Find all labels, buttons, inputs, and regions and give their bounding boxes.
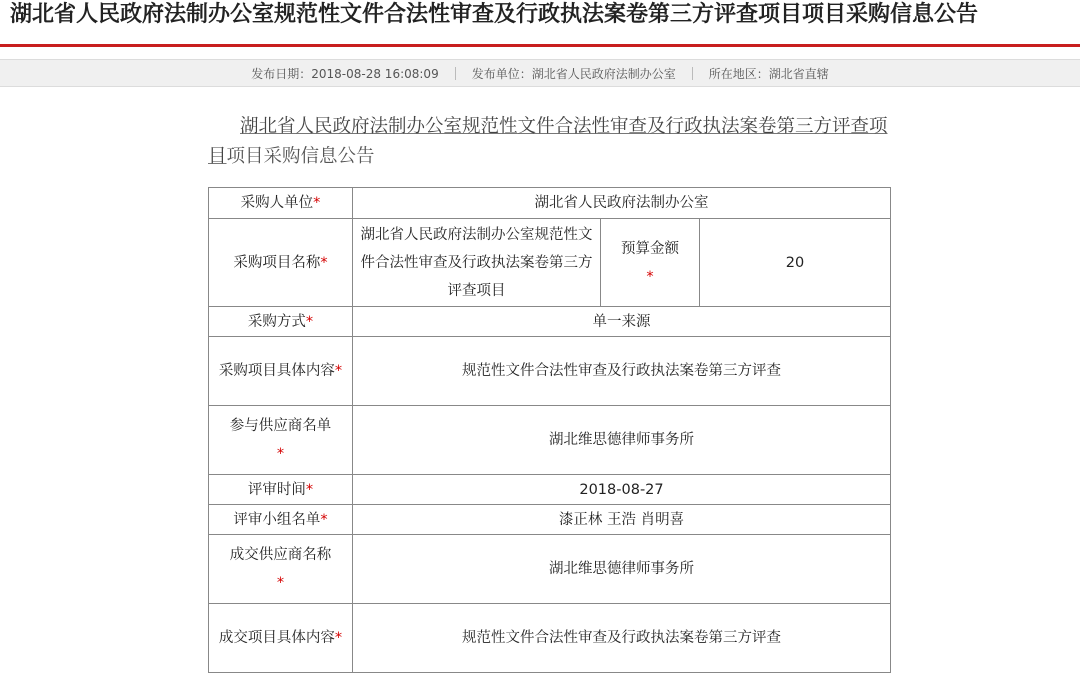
project-name-label: 采购项目名称: [233, 254, 321, 271]
required-mark: *: [320, 511, 328, 528]
meta-separator: [455, 67, 456, 80]
required-mark: *: [646, 268, 654, 285]
required-mark: *: [276, 446, 285, 462]
table-row: [209, 475, 891, 505]
budget-value: 20: [700, 219, 891, 307]
procurement-info-table: [208, 187, 891, 673]
review-time-label: 评审时间: [247, 481, 306, 498]
purchaser-label-cell: [209, 188, 353, 219]
suppliers-label-cell: [209, 406, 353, 475]
required-mark: *: [320, 254, 328, 271]
deal-content-label: 成交项目具体内容: [218, 630, 335, 646]
table-row: [209, 337, 891, 406]
purchaser-value: 湖北省人民政府法制办公室: [353, 188, 891, 219]
winner-value: 湖北维思德律师事务所: [353, 535, 891, 604]
budget-label: 预算金额: [621, 240, 679, 257]
notice-title: [208, 112, 898, 172]
panel-value: 漆正林 王浩 肖明喜: [353, 505, 891, 535]
table-row: [209, 535, 891, 604]
required-mark: *: [313, 195, 321, 211]
notice-title-rest: 项目采购信息公告: [226, 146, 375, 167]
title-divider: [0, 44, 1080, 47]
content-label: 采购项目具体内容: [218, 363, 335, 379]
publisher: 发布单位：湖北省人民政府法制办公室: [471, 66, 676, 81]
content-value: 规范性文件合法性审查及行政执法案卷第三方评查: [353, 337, 891, 406]
review-time-label-cell: [209, 475, 353, 505]
table-row: [209, 604, 891, 673]
method-label: 采购方式: [247, 313, 306, 330]
panel-label: 评审小组名单: [233, 511, 321, 528]
meta-separator: [692, 67, 693, 80]
suppliers-label: 参与供应商名单: [229, 418, 332, 434]
project-name-value: 湖北省人民政府法制办公室规范性文件合法性审查及行政执法案卷第三方评查项目: [353, 219, 601, 307]
purchaser-label: 采购人单位: [240, 195, 314, 211]
table-row: [209, 406, 891, 475]
panel-label-cell: [209, 505, 353, 535]
region: 所在地区：湖北省直辖: [708, 66, 829, 81]
content-label-cell: [209, 337, 353, 406]
table-row: [209, 505, 891, 535]
deal-content-label-cell: [209, 604, 353, 673]
table-row: [209, 188, 891, 219]
publish-date: 发布日期：2018-08-28 16:08:09: [251, 66, 439, 81]
winner-label-cell: [209, 535, 353, 604]
meta-bar: [0, 59, 1080, 87]
review-time-value: 2018-08-27: [353, 475, 891, 505]
required-mark: *: [334, 363, 343, 379]
required-mark: *: [276, 575, 285, 591]
method-value: 单一来源: [353, 307, 891, 337]
table-row: [209, 307, 891, 337]
required-mark: *: [305, 313, 314, 330]
deal-content-value: 规范性文件合法性审查及行政执法案卷第三方评查: [353, 604, 891, 673]
method-label-cell: [209, 307, 353, 337]
winner-label: 成交供应商名称: [229, 547, 332, 563]
required-mark: *: [305, 481, 314, 498]
notice-title-link[interactable]: 湖北省人民政府法制办公室规范性文件合法性审查及行政执法案卷第三方评查项目: [208, 116, 888, 167]
table-row: [209, 219, 891, 307]
budget-label-cell: [601, 219, 700, 307]
required-mark: *: [334, 630, 343, 646]
suppliers-value: 湖北维思德律师事务所: [353, 406, 891, 475]
page-title: 湖北省人民政府法制办公室规范性文件合法性审查及行政执法案卷第三方评查项目项目采购信息公告: [10, 2, 979, 27]
project-name-label-cell: [209, 219, 353, 307]
